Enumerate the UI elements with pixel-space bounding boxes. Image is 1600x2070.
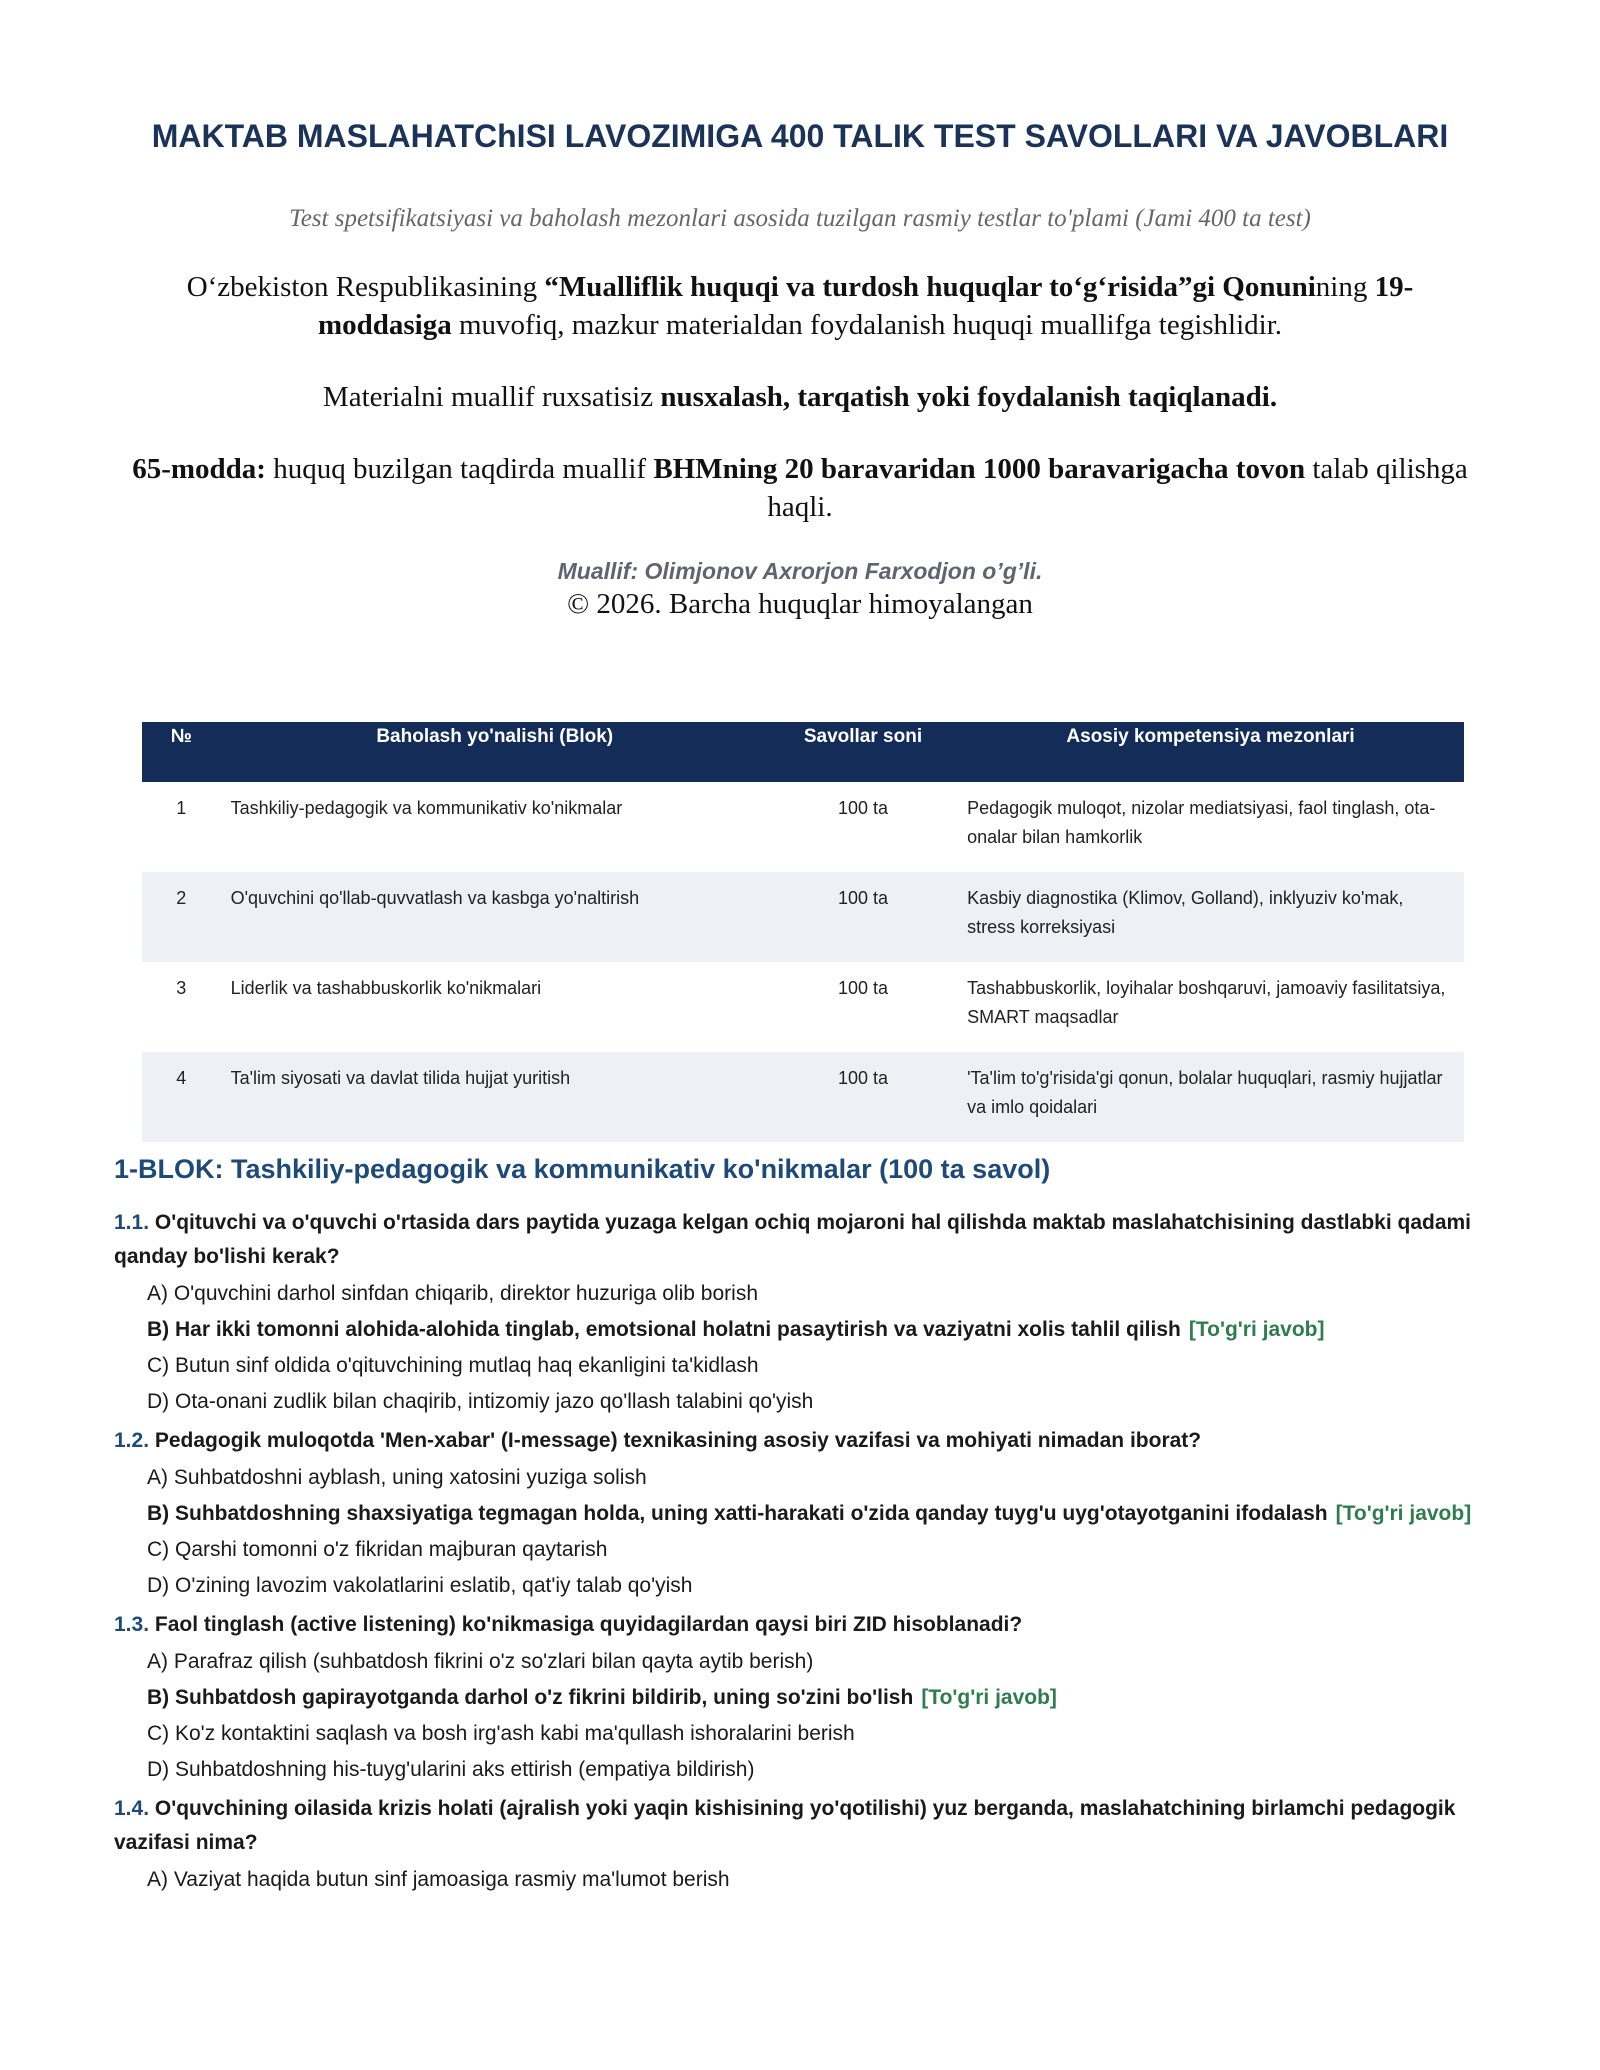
table-cell: Pedagogik muloqot, nizolar mediatsiyasi, faol tinglash, ota-onalar bilan hamkorlik: [967, 798, 1436, 847]
answer-option-correct: [147, 1312, 1494, 1348]
table-cell: 1: [176, 798, 187, 818]
document-subtitle: Test spetsifikatsiyasi va baholash mezonlari asosida tuzilgan rasmiy testlar to'plami (Jami 400 ta test): [289, 205, 1311, 232]
answer-option: D) Ota-onani zudlik bilan chaqirib, intizomiy jazo qo'llash talabini qo'yish: [147, 1390, 814, 1413]
answer-option-text: B) Suhbatdosh gapirayotganda darhol o'z fikrini bildirib, uning so'zini bo'lish: [147, 1686, 914, 1709]
answer-option: A) O'quvchini darhol sinfdan chiqarib, direktor huzuriga olib borish: [147, 1282, 758, 1305]
question-body: Pedagogik muloqotda 'Men-xabar' (I-message) texnikasining asosiy vazifasi va mohiyati nimadan iborat?: [149, 1429, 1202, 1452]
column-header: Asosiy kompetensiya mezonlari: [957, 722, 1464, 782]
answer-option: D) O'zining lavozim vakolatlarini eslatib, qat'iy talab qo'yish: [147, 1574, 693, 1597]
column-header: №: [142, 722, 221, 782]
notice-text: muvofiq, mazkur materialdan foydalanish huquqi muallifga tegishlidir.: [451, 309, 1283, 341]
answer-option: C) Butun sinf oldida o'qituvchining mutlaq haq ekanligini ta'kidlash: [147, 1354, 759, 1377]
document-title: MAKTAB MASLAHATChISI LAVOZIMIGA 400 TALIK TEST SAVOLLARI VA JAVOBLARI: [151, 118, 1449, 154]
column-header: Baholash yo'nalishi (Blok): [221, 722, 769, 782]
question-number: 1.1.: [114, 1211, 150, 1234]
question-text: [114, 1608, 1494, 1642]
answer-option: C) Qarshi tomonni o'z fikridan majburan qaytarish: [147, 1538, 608, 1561]
table-cell: Tashabbuskorlik, loyihalar boshqaruvi, jamoaviy fasilitatsiya, SMART maqsadlar: [967, 978, 1446, 1027]
correct-answer-tag: [To'g'ri javob]: [1188, 1318, 1325, 1341]
table-cell: O'quvchini qo'llab-quvvatlash va kasbga yo'naltirish: [221, 872, 769, 962]
answer-option: C) Ko'z kontaktini saqlash va bosh irg'ash kabi ma'qullash ishoralarini berish: [147, 1722, 855, 1745]
table-cell: 100 ta: [769, 872, 957, 962]
table-cell: Ta'lim siyosati va davlat tilida hujjat yuritish: [221, 1052, 769, 1142]
question-item: [114, 1206, 1494, 1420]
notice-article: 19-moddasiga: [317, 271, 1414, 341]
notice-text: Materialni muallif ruxsatisiz: [322, 381, 661, 413]
question-number: 1.4.: [114, 1797, 150, 1820]
table-cell: 4: [142, 1052, 221, 1142]
table-row: [142, 872, 1464, 962]
question-number: 1.2.: [114, 1429, 150, 1452]
table-cell: Tashkiliy-pedagogik va kommunikativ ko'nikmalar: [230, 798, 623, 818]
answer-option: A) Vaziyat haqida butun sinf jamoasiga rasmiy ma'lumot berish: [147, 1868, 730, 1891]
copyright-notice-law: [125, 268, 1475, 344]
notice-compensation-text: BHMning 20 baravaridan 1000 baravarigacha tovon: [653, 453, 1306, 485]
notice-article-label: 65-modda:: [132, 453, 266, 485]
notice-prohibition-text: nusxalash, tarqatish yoki foydalanish taqiqlanadi.: [660, 381, 1278, 413]
block-heading: 1-BLOK: Tashkiliy-pedagogik va kommunikativ ko'nikmalar (100 ta savol): [114, 1154, 1051, 1184]
table-cell: 100 ta: [837, 798, 888, 818]
column-header: Savollar soni: [769, 722, 957, 782]
question-body: Faol tinglash (active listening) ko'nikmasiga quyidagilardan qaysi biri ZID hisoblanadi?: [149, 1613, 1023, 1636]
specification-table: [142, 722, 1464, 1142]
copyright-line: © 2026. Barcha huquqlar himoyalangan: [567, 588, 1033, 620]
question-body: O'quvchining oilasida krizis holati (ajralish yoki yaqin kishisining yo'qotilishi) yuz berganda, maslahatchining birlamchi pedagogik vazifasi nima?: [114, 1797, 1456, 1854]
table-cell: Kasbiy diagnostika (Klimov, Golland), inklyuziv ko'mak, stress korreksiyasi: [957, 872, 1464, 962]
table-cell: 100 ta: [837, 978, 888, 998]
answer-option: A) Suhbatdoshni ayblash, uning xatosini yuziga solish: [147, 1466, 647, 1489]
question-list: [114, 1206, 1494, 1902]
table-row: [142, 962, 1464, 1052]
question-item: [114, 1424, 1494, 1604]
table-cell: 3: [176, 978, 187, 998]
answer-option: D) Suhbatdoshning his-tuyg'ularini aks ettirish (empatiya bildirish): [147, 1758, 755, 1781]
table-row: [142, 1052, 1464, 1142]
correct-answer-tag: [To'g'ri javob]: [1335, 1502, 1472, 1525]
table-header-row: [142, 722, 1464, 782]
question-item: [114, 1608, 1494, 1788]
table-cell: 'Ta'lim to'g'risida'gi qonun, bolalar huquqlari, rasmiy hujjatlar va imlo qoidalari: [957, 1052, 1464, 1142]
table-cell: Liderlik va tashabbuskorlik ko'nikmalari: [230, 978, 542, 998]
answer-option: A) Parafraz qilish (suhbatdosh fikrini o'z so'zlari bilan qayta aytib berish): [147, 1650, 814, 1673]
author-line: Muallif: Olimjonov Axrorjon Farxodjon o’g’li.: [557, 558, 1043, 584]
table-row: [142, 782, 1464, 872]
copyright-notice-prohibition: [125, 378, 1475, 416]
answer-option-correct: [147, 1680, 1494, 1716]
answer-option-correct: [147, 1496, 1494, 1532]
notice-law-name: “Mualliflik huquqi va turdosh huquqlar to‘g‘risida”gi Qonuni: [544, 271, 1316, 303]
notice-text: ning: [1315, 271, 1375, 303]
question-text: [114, 1424, 1494, 1458]
notice-text: huquq buzilgan taqdirda muallif: [265, 453, 654, 485]
copyright-notice-compensation: [125, 450, 1475, 526]
answer-option-text: B) Har ikki tomonni alohida-alohida tinglab, emotsional holatni pasaytirish va vaziyatni xolis tahlil qilish: [147, 1318, 1181, 1341]
table-cell: 2: [142, 872, 221, 962]
question-text: [114, 1206, 1494, 1274]
table-cell: 100 ta: [769, 1052, 957, 1142]
notice-text: talab qilishga haqli.: [767, 453, 1468, 523]
question-item: [114, 1792, 1494, 1898]
answer-option-text: B) Suhbatdoshning shaxsiyatiga tegmagan holda, uning xatti-harakati o'zida qanday tuyg'u uyg'otayotganini ifodalash: [147, 1502, 1328, 1525]
question-text: [114, 1792, 1494, 1860]
question-number: 1.3.: [114, 1613, 150, 1636]
notice-text: O‘zbekiston Respublikasining: [186, 271, 545, 303]
correct-answer-tag: [To'g'ri javob]: [921, 1686, 1057, 1709]
question-body: O'qituvchi va o'quvchi o'rtasida dars paytida yuzaga kelgan ochiq mojaroni hal qilishda maktab maslahatchisining dastlabki qadami qanday bo'lishi kerak?: [114, 1211, 1472, 1268]
